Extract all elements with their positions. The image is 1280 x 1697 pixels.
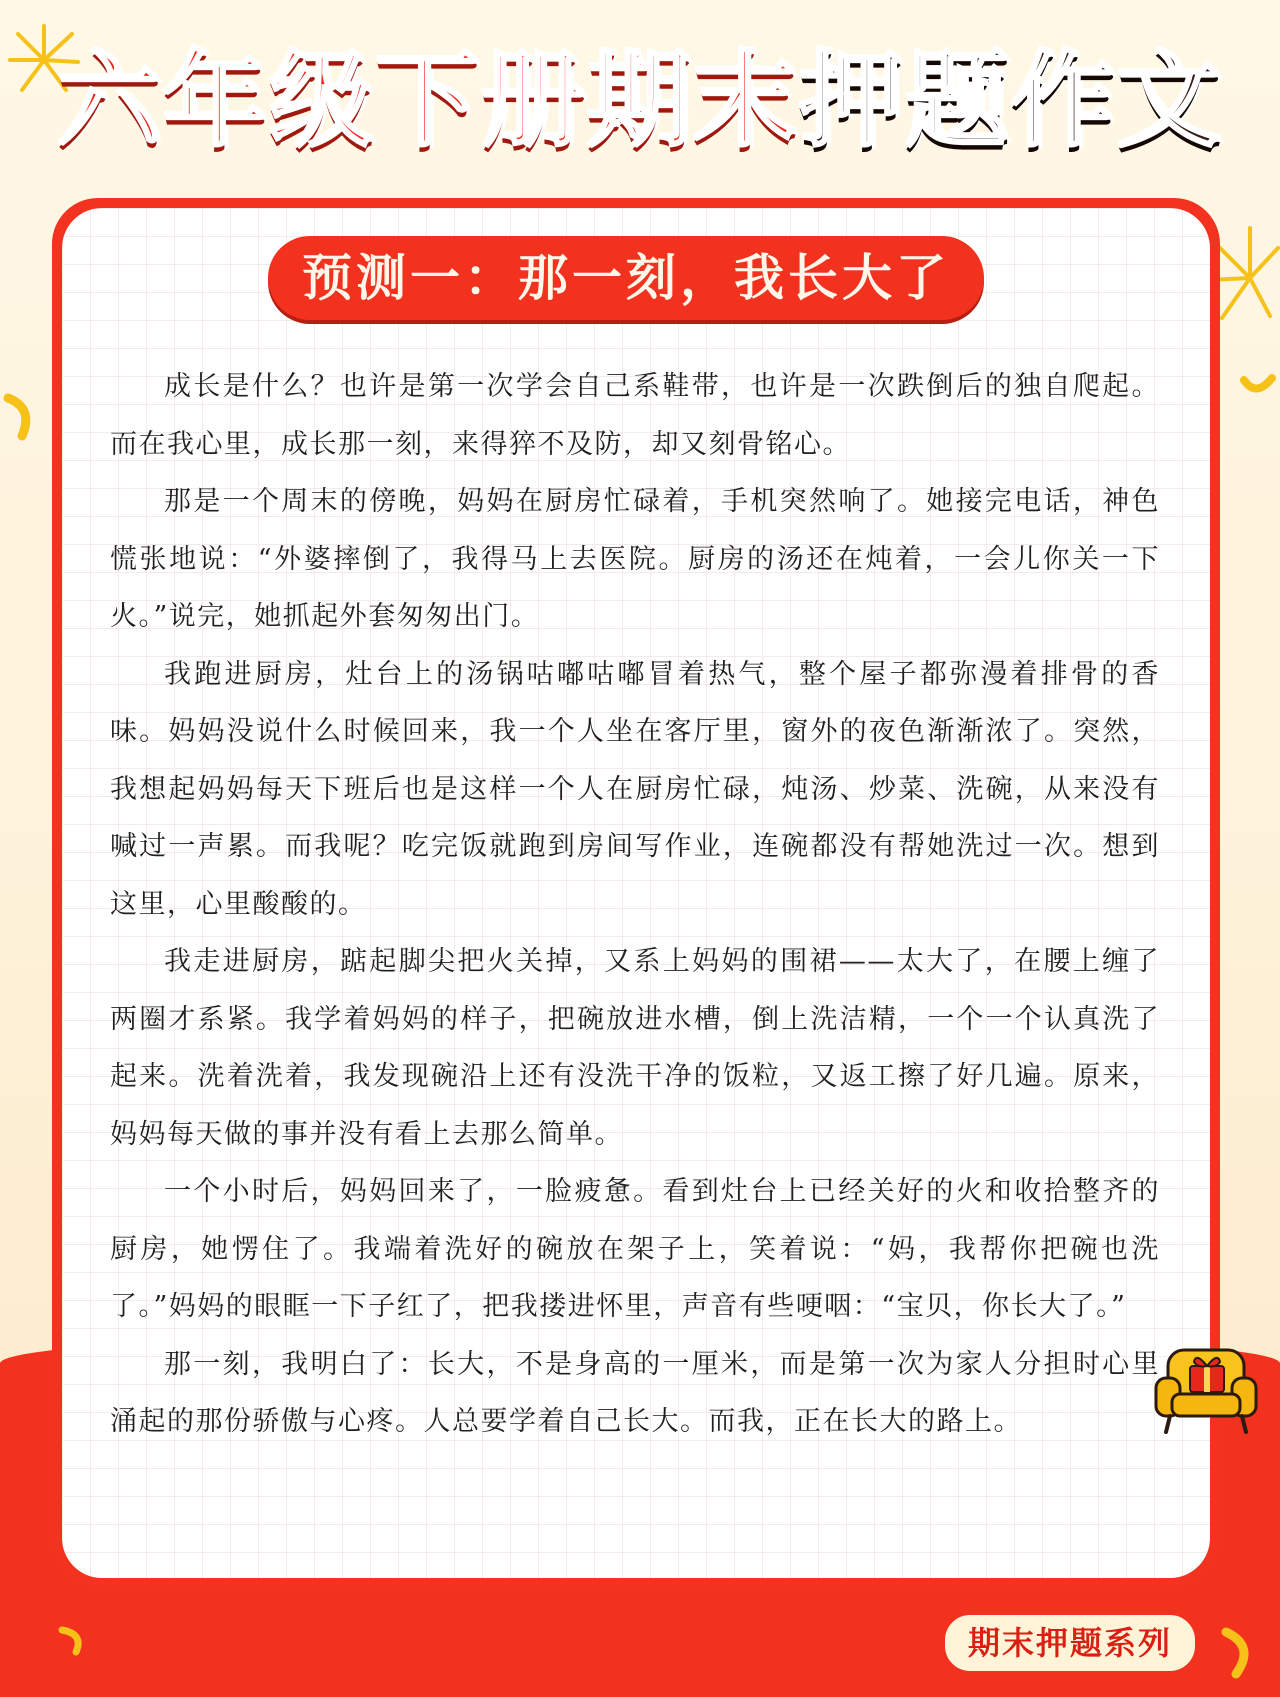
armchair-icon [1150, 1328, 1262, 1438]
essay-paragraph: 那一刻，我明白了：长大，不是身高的一厘米，而是第一次为家人分担时心里涌起的那份骄傲与心疼。人总要学着自己长大。而我，正在长大的路上。 [110, 1348, 1160, 1437]
essay-paragraph: 我跑进厨房，灶台上的汤锅咕嘟咕嘟冒着热气，整个屋子都弥漫着排骨的香味。妈妈没说什么时候回来，我一个人坐在客厅里，窗外的夜色渐渐浓了。突然，我想起妈妈每天下班后也是这样一个人在厨房忙碌，炖汤、炒菜、洗碗，从来没有喊过一声累。而我呢？吃完饭就跑到房间写作业，连碗都没有帮她洗过一次。想到这里，心里酸酸的。 [110, 658, 1160, 920]
page-title-part1: 六年级下册期末 [56, 39, 799, 161]
page-title-part2: 押题作文 [799, 39, 1224, 161]
essay-paragraph: 成长是什么？也许是第一次学会自己系鞋带，也许是一次跌倒后的独自爬起。而在我心里，成长那一刻，来得猝不及防，却又刻骨铭心。 [110, 371, 1160, 460]
essay-paragraph: 我走进厨房，踮起脚尖把火关掉，又系上妈妈的围裙——太大了，在腰上缠了两圈才系紧。我学着妈妈的样子，把碗放进水槽，倒上洗洁精，一个一个认真洗了起来。洗着洗着，我发现碗沿上还有没洗干净的饭粒，又返工擦了好几遍。原来，妈妈每天做的事并没有看上去那么简单。 [110, 946, 1160, 1150]
noodle-icon [1218, 1624, 1262, 1680]
essay-paragraph: 那是一个周末的傍晚，妈妈在厨房忙碌着，手机突然响了。她接完电话，神色慌张地说：“外婆摔倒了，我得马上去医院。厨房的汤还在炖着，一会儿你关一下火。”说完，她抓起外套匆匆出门。 [110, 486, 1160, 632]
noodle-icon [0, 392, 40, 442]
essay-subtitle: 预测一：那一刻，我长大了 [268, 236, 984, 320]
essay-paragraph: 一个小时后，妈妈回来了，一脸疲惫。看到灶台上已经关好的火和收拾整齐的厨房，她愣住了。我端着洗好的碗放在架子上，笑着说：“妈，我帮你把碗也洗了。”妈妈的眼眶一下子红了，把我搂进怀里，声音有些哽咽：“宝贝，你长大了。” [110, 1176, 1160, 1322]
page-title [0, 40, 1280, 160]
noodle-icon [56, 1624, 90, 1658]
series-badge: 期末押题系列 [942, 1612, 1198, 1674]
noodle-icon [1238, 370, 1278, 400]
essay-body [110, 358, 1160, 1451]
